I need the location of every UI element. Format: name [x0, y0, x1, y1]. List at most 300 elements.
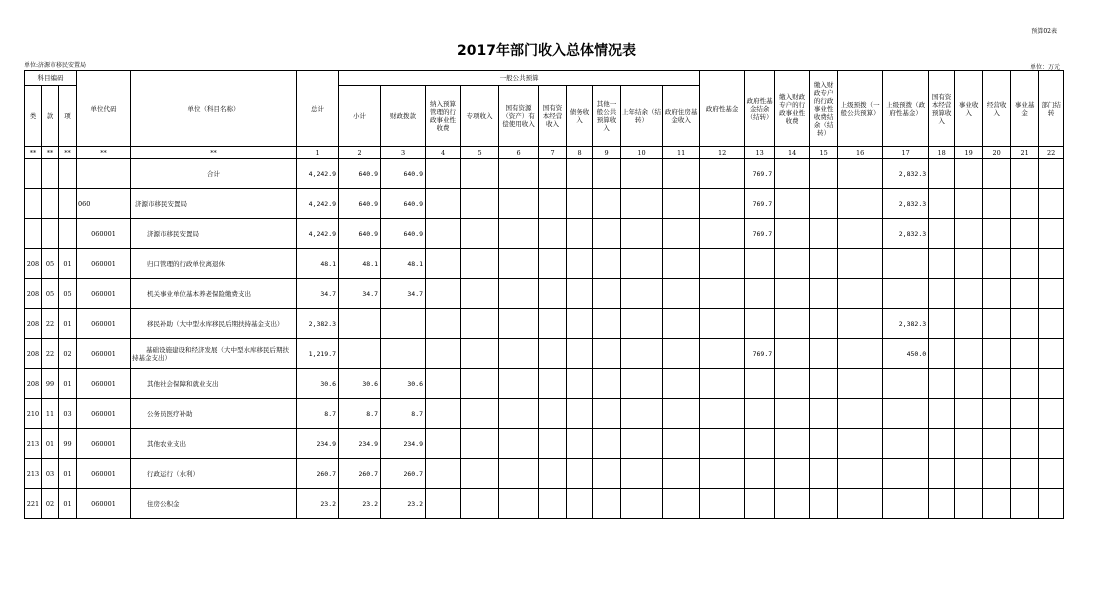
index-cell: 1 [297, 147, 339, 159]
empty-cell [593, 189, 621, 219]
header-col-14: 缴入财政专户的行政事业性收费 [775, 71, 810, 147]
header-col-11: 政府住房基金收入 [663, 86, 700, 147]
index-cell: 16 [838, 147, 883, 159]
index-cell: 11 [663, 147, 700, 159]
cell-unit-name: 济源市移民安置局 [131, 189, 297, 219]
cell-kuan: 03 [42, 459, 59, 489]
cell-total: 4,242.9 [297, 219, 339, 249]
header-col-17: 上级预拨（政府性基金） [883, 71, 929, 147]
empty-cell [810, 219, 838, 249]
empty-cell [1039, 429, 1064, 459]
empty-cell [955, 489, 983, 519]
empty-cell [593, 279, 621, 309]
cell-xiang: 01 [59, 489, 77, 519]
empty-cell [426, 399, 461, 429]
empty-cell [426, 459, 461, 489]
header-fiscal: 财政拨款 [381, 86, 426, 147]
cell-col-13 [745, 429, 775, 459]
cell-subtotal [339, 309, 381, 339]
cell-total: 48.1 [297, 249, 339, 279]
table-row [25, 159, 1064, 189]
cell-col-13: 769.7 [745, 339, 775, 369]
cell-fiscal [381, 339, 426, 369]
header-unit-code: 单位代码 [77, 71, 131, 147]
empty-cell [663, 189, 700, 219]
empty-cell [461, 159, 499, 189]
cell-col-17 [883, 249, 929, 279]
empty-cell [621, 429, 663, 459]
cell-unit-name: 济源市移民安置局 [131, 219, 297, 249]
empty-cell [426, 429, 461, 459]
empty-cell [593, 249, 621, 279]
empty-cell [499, 369, 539, 399]
empty-cell [955, 459, 983, 489]
empty-cell [621, 279, 663, 309]
cell-lei: 208 [25, 279, 42, 309]
empty-cell [955, 279, 983, 309]
empty-cell [983, 189, 1011, 219]
empty-cell [426, 279, 461, 309]
cell-col-13: 769.7 [745, 159, 775, 189]
empty-cell [775, 279, 810, 309]
cell-lei: 208 [25, 369, 42, 399]
empty-cell [929, 219, 955, 249]
empty-cell [461, 189, 499, 219]
cell-lei: 213 [25, 429, 42, 459]
header-col-7: 国有资本经营收入 [539, 86, 567, 147]
empty-cell [700, 489, 745, 519]
cell-unit-code: 060001 [77, 279, 131, 309]
cell-col-17 [883, 459, 929, 489]
empty-cell [929, 249, 955, 279]
header-lei: 类 [25, 86, 42, 147]
cell-xiang [59, 159, 77, 189]
empty-cell [1039, 249, 1064, 279]
empty-cell [810, 399, 838, 429]
cell-unit-code: 060001 [77, 219, 131, 249]
cell-total: 234.9 [297, 429, 339, 459]
cell-col-17 [883, 429, 929, 459]
empty-cell [663, 489, 700, 519]
index-cell: ** [131, 147, 297, 159]
empty-cell [499, 309, 539, 339]
cell-subtotal: 8.7 [339, 399, 381, 429]
empty-cell [461, 399, 499, 429]
cell-xiang: 01 [59, 459, 77, 489]
header-col-6: 国有资源（资产）有偿使用收入 [499, 86, 539, 147]
empty-cell [461, 369, 499, 399]
empty-cell [838, 279, 883, 309]
empty-cell [593, 459, 621, 489]
empty-cell [955, 429, 983, 459]
empty-cell [499, 219, 539, 249]
empty-cell [499, 429, 539, 459]
header-col-18: 国有资本经营预算收入 [929, 71, 955, 147]
empty-cell [929, 159, 955, 189]
cell-col-17: 450.0 [883, 339, 929, 369]
empty-cell [593, 309, 621, 339]
cell-unit-code: 060001 [77, 309, 131, 339]
empty-cell [1011, 429, 1039, 459]
cell-xiang: 01 [59, 249, 77, 279]
header-col-20: 经营收入 [983, 71, 1011, 147]
empty-cell [983, 159, 1011, 189]
index-cell: 4 [426, 147, 461, 159]
empty-cell [700, 309, 745, 339]
cell-unit-code: 060 [77, 189, 131, 219]
cell-col-17 [883, 279, 929, 309]
empty-cell [700, 369, 745, 399]
header-kuan: 款 [42, 86, 59, 147]
cell-fiscal: 34.7 [381, 279, 426, 309]
empty-cell [775, 189, 810, 219]
cell-kuan [42, 159, 59, 189]
index-cell: 3 [381, 147, 426, 159]
empty-cell [929, 309, 955, 339]
empty-cell [567, 399, 593, 429]
cell-total: 2,382.3 [297, 309, 339, 339]
empty-cell [929, 429, 955, 459]
empty-cell [539, 369, 567, 399]
cell-kuan [42, 219, 59, 249]
cell-unit-name: 移民补助（大中型水库移民后期扶持基金支出） [131, 309, 297, 339]
empty-cell [775, 309, 810, 339]
empty-cell [700, 189, 745, 219]
cell-fiscal: 640.9 [381, 219, 426, 249]
money-unit-label: 单位：万元 [1029, 64, 1060, 71]
index-cell: 5 [461, 147, 499, 159]
department-label: 单位:济源市移民安置局 [24, 62, 87, 69]
empty-cell [700, 399, 745, 429]
header-col-13: 政府性基金结余（结转） [745, 71, 775, 147]
cell-lei: 221 [25, 489, 42, 519]
cell-col-13: 769.7 [745, 219, 775, 249]
empty-cell [621, 339, 663, 369]
empty-cell [499, 279, 539, 309]
empty-cell [955, 369, 983, 399]
empty-cell [1039, 279, 1064, 309]
empty-cell [1011, 459, 1039, 489]
header-col-9: 其他一般公共预算收入 [593, 86, 621, 147]
empty-cell [499, 339, 539, 369]
cell-kuan: 22 [42, 339, 59, 369]
cell-xiang [59, 219, 77, 249]
index-cell: 20 [983, 147, 1011, 159]
index-cell: 19 [955, 147, 983, 159]
cell-kuan: 05 [42, 249, 59, 279]
empty-cell [621, 309, 663, 339]
empty-cell [838, 249, 883, 279]
empty-cell [461, 279, 499, 309]
cell-lei: 213 [25, 459, 42, 489]
table-row [25, 369, 1064, 399]
empty-cell [1039, 339, 1064, 369]
empty-cell [1011, 339, 1039, 369]
table-row [25, 309, 1064, 339]
empty-cell [663, 339, 700, 369]
index-cell: 8 [567, 147, 593, 159]
empty-cell [929, 189, 955, 219]
cell-unit-code: 060001 [77, 369, 131, 399]
empty-cell [838, 219, 883, 249]
header-xiang: 项 [59, 86, 77, 147]
empty-cell [593, 429, 621, 459]
cell-kuan: 11 [42, 399, 59, 429]
cell-kuan [42, 189, 59, 219]
cell-unit-name: 基础设施建设和经济发展（大中型水库移民后期扶持基金支出） [131, 339, 297, 369]
empty-cell [955, 189, 983, 219]
empty-cell [593, 159, 621, 189]
index-cell: 15 [810, 147, 838, 159]
empty-cell [810, 159, 838, 189]
empty-cell [983, 339, 1011, 369]
empty-cell [663, 369, 700, 399]
cell-col-13 [745, 369, 775, 399]
empty-cell [539, 339, 567, 369]
cell-fiscal: 23.2 [381, 489, 426, 519]
header-col-16: 上级预拨（一般公共预算） [838, 71, 883, 147]
empty-cell [1011, 159, 1039, 189]
empty-cell [621, 399, 663, 429]
cell-unit-name: 其他农业支出 [131, 429, 297, 459]
cell-col-17: 2,832.3 [883, 159, 929, 189]
empty-cell [663, 429, 700, 459]
empty-cell [567, 369, 593, 399]
cell-subtotal: 640.9 [339, 159, 381, 189]
page-title: 2017年部门收入总体情况表 [457, 43, 636, 59]
empty-cell [426, 489, 461, 519]
empty-cell [461, 459, 499, 489]
empty-cell [663, 249, 700, 279]
empty-cell [539, 489, 567, 519]
empty-cell [539, 309, 567, 339]
cell-lei: 208 [25, 339, 42, 369]
index-cell: 12 [700, 147, 745, 159]
cell-xiang [59, 189, 77, 219]
empty-cell [1039, 189, 1064, 219]
empty-cell [810, 489, 838, 519]
empty-cell [775, 459, 810, 489]
cell-subtotal: 234.9 [339, 429, 381, 459]
index-cell: 6 [499, 147, 539, 159]
empty-cell [810, 279, 838, 309]
empty-cell [426, 249, 461, 279]
cell-col-13 [745, 309, 775, 339]
cell-xiang: 05 [59, 279, 77, 309]
empty-cell [663, 159, 700, 189]
index-cell: 10 [621, 147, 663, 159]
cell-unit-name: 行政运行（水利） [131, 459, 297, 489]
header-col-21: 事业基金 [1011, 71, 1039, 147]
empty-cell [663, 219, 700, 249]
empty-cell [983, 279, 1011, 309]
empty-cell [983, 459, 1011, 489]
empty-cell [426, 339, 461, 369]
empty-cell [593, 399, 621, 429]
table-body [25, 159, 1064, 519]
empty-cell [663, 279, 700, 309]
empty-cell [461, 309, 499, 339]
empty-cell [499, 189, 539, 219]
empty-cell [929, 399, 955, 429]
empty-cell [539, 189, 567, 219]
empty-cell [539, 459, 567, 489]
empty-cell [1011, 189, 1039, 219]
empty-cell [567, 159, 593, 189]
empty-cell [567, 489, 593, 519]
empty-cell [838, 369, 883, 399]
empty-cell [567, 339, 593, 369]
empty-cell [775, 249, 810, 279]
cell-unit-name: 公务员医疗补助 [131, 399, 297, 429]
table-row [25, 249, 1064, 279]
header-col-22: 部门结转 [1039, 71, 1064, 147]
empty-cell [929, 339, 955, 369]
cell-lei: 208 [25, 309, 42, 339]
header-total: 总计 [297, 71, 339, 147]
empty-cell [838, 159, 883, 189]
empty-cell [539, 429, 567, 459]
empty-cell [700, 159, 745, 189]
cell-fiscal: 48.1 [381, 249, 426, 279]
cell-fiscal [381, 309, 426, 339]
empty-cell [426, 369, 461, 399]
cell-unit-code: 060001 [77, 399, 131, 429]
empty-cell [426, 219, 461, 249]
cell-lei: 208 [25, 249, 42, 279]
cell-total: 30.6 [297, 369, 339, 399]
cell-col-17 [883, 369, 929, 399]
empty-cell [838, 309, 883, 339]
cell-unit-name: 住房公积金 [131, 489, 297, 519]
cell-fiscal: 8.7 [381, 399, 426, 429]
index-cell: ** [77, 147, 131, 159]
index-cell: 9 [593, 147, 621, 159]
table-row [25, 279, 1064, 309]
empty-cell [983, 219, 1011, 249]
empty-cell [775, 489, 810, 519]
cell-xiang: 03 [59, 399, 77, 429]
empty-cell [810, 339, 838, 369]
empty-cell [775, 399, 810, 429]
cell-lei [25, 219, 42, 249]
empty-cell [663, 399, 700, 429]
cell-col-13 [745, 489, 775, 519]
empty-cell [567, 459, 593, 489]
index-cell: 22 [1039, 147, 1064, 159]
empty-cell [929, 489, 955, 519]
index-cell: ** [59, 147, 77, 159]
empty-cell [1039, 309, 1064, 339]
empty-cell [621, 489, 663, 519]
empty-cell [983, 369, 1011, 399]
empty-cell [1039, 369, 1064, 399]
cell-total: 8.7 [297, 399, 339, 429]
header-subject-code: 科目编码 [25, 71, 77, 86]
index-row [25, 147, 1064, 159]
cell-subtotal: 23.2 [339, 489, 381, 519]
cell-subtotal: 640.9 [339, 189, 381, 219]
cell-unit-name: 合计 [131, 159, 297, 189]
cell-col-17 [883, 399, 929, 429]
cell-unit-code [77, 159, 131, 189]
index-cell: ** [25, 147, 42, 159]
empty-cell [621, 219, 663, 249]
cell-col-17 [883, 489, 929, 519]
empty-cell [810, 309, 838, 339]
cell-col-13: 769.7 [745, 189, 775, 219]
empty-cell [567, 429, 593, 459]
empty-cell [955, 339, 983, 369]
cell-col-13 [745, 279, 775, 309]
cell-fiscal: 640.9 [381, 189, 426, 219]
empty-cell [775, 429, 810, 459]
income-table [24, 70, 1064, 519]
empty-cell [663, 309, 700, 339]
cell-col-13 [745, 399, 775, 429]
empty-cell [621, 159, 663, 189]
cell-total: 4,242.9 [297, 159, 339, 189]
cell-subtotal: 48.1 [339, 249, 381, 279]
cell-xiang: 02 [59, 339, 77, 369]
cell-subtotal: 30.6 [339, 369, 381, 399]
cell-subtotal: 260.7 [339, 459, 381, 489]
empty-cell [838, 399, 883, 429]
header-subtotal: 小计 [339, 86, 381, 147]
empty-cell [1039, 159, 1064, 189]
cell-unit-code: 060001 [77, 249, 131, 279]
empty-cell [775, 369, 810, 399]
cell-kuan: 99 [42, 369, 59, 399]
empty-cell [838, 459, 883, 489]
empty-cell [1011, 279, 1039, 309]
header-col-8: 债务收入 [567, 86, 593, 147]
empty-cell [700, 429, 745, 459]
header-unit-name: 单位（科目名称） [131, 71, 297, 147]
empty-cell [955, 219, 983, 249]
cell-xiang: 01 [59, 309, 77, 339]
empty-cell [663, 459, 700, 489]
empty-cell [775, 339, 810, 369]
empty-cell [1039, 459, 1064, 489]
header-col-5: 专项收入 [461, 86, 499, 147]
empty-cell [499, 399, 539, 429]
empty-cell [955, 159, 983, 189]
empty-cell [621, 249, 663, 279]
index-cell: 17 [883, 147, 929, 159]
empty-cell [426, 309, 461, 339]
empty-cell [1039, 219, 1064, 249]
table-row [25, 429, 1064, 459]
empty-cell [593, 219, 621, 249]
empty-cell [1011, 249, 1039, 279]
empty-cell [567, 189, 593, 219]
header-col-10: 上年结余（结转） [621, 86, 663, 147]
empty-cell [775, 219, 810, 249]
cell-total: 4,242.9 [297, 189, 339, 219]
empty-cell [929, 369, 955, 399]
empty-cell [621, 189, 663, 219]
cell-lei: 210 [25, 399, 42, 429]
table-row [25, 489, 1064, 519]
empty-cell [567, 309, 593, 339]
cell-total: 34.7 [297, 279, 339, 309]
empty-cell [955, 309, 983, 339]
empty-cell [929, 459, 955, 489]
empty-cell [461, 429, 499, 459]
header-col-12: 政府性基金 [700, 71, 745, 147]
empty-cell [499, 489, 539, 519]
